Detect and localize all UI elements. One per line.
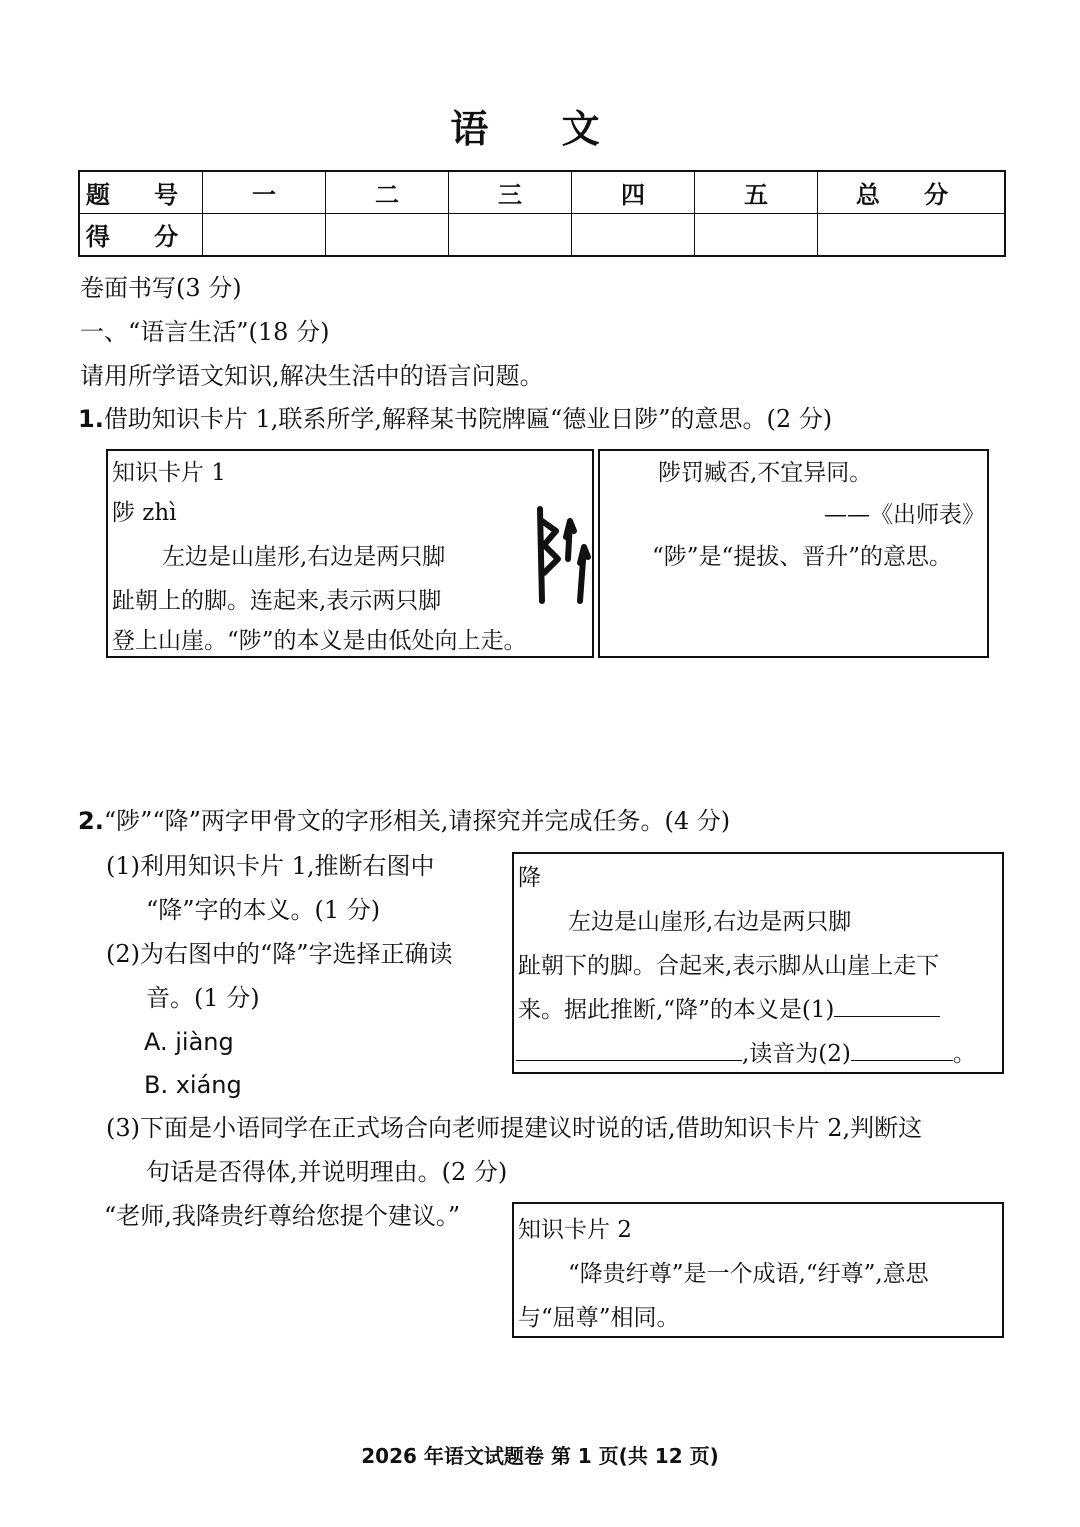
zhi-meaning: “陟”是“提拔、晋升”的意思。 [652,544,953,570]
page-footer: 2026 年语文试题卷 第 1 页(共 12 页) [361,1444,719,1468]
card1-line1: 左边是山崖形,右边是两只脚 [162,544,446,570]
option-b[interactable]: B. xiáng [144,1071,242,1099]
handwriting-note: 卷面书写(3 分) [80,274,242,302]
jiang-card-line3 [518,988,940,1032]
jiang-card-line3-text: 来。据此推断,“降”的本义是(1) [518,997,835,1023]
score-table [78,170,1006,257]
score-cell-5[interactable] [695,214,818,257]
q2-sub3-line1: (3)下面是小语同学在正式场合向老师提建议时说的话,借助知识卡片 2,判断这 [106,1114,923,1142]
q2-text [78,807,730,835]
jiang-card-title: 降 [518,865,541,891]
question-number-label: 题 号 [79,171,203,214]
card2-line2: 与“屈尊”相同。 [518,1305,680,1331]
answer-blank-2[interactable] [851,1060,953,1061]
jiang-card-line1: 左边是山崖形,右边是两只脚 [568,909,852,935]
jiang-card-line4-end: 。 [952,1041,976,1067]
answer-blank-1a[interactable] [834,1016,940,1017]
card2-title: 知识卡片 2 [518,1217,632,1243]
score-cell-2[interactable] [326,214,449,257]
chushibiao-source: ——《出师表》 [824,502,985,528]
score-table-score-row [79,214,1005,257]
column-3: 三 [449,171,572,214]
column-5: 五 [695,171,818,214]
score-cell-total[interactable] [818,214,1006,257]
chushibiao-quote: 陟罚臧否,不宜异同。 [658,460,873,486]
score-cell-3[interactable] [449,214,572,257]
q1-question: 借助知识卡片 1,联系所学,解释某书院牌匾“德业日陟”的意思。(2 分) [103,405,833,433]
oracle-bone-zhi-glyph [530,501,592,611]
jiang-card-line2: 趾朝下的脚。合起来,表示脚从山崖上走下 [518,953,940,979]
student-quote: “老师,我降贵纡尊给您提个建议。” [104,1202,461,1230]
jiang-card-line4-mid: ,读音为(2) [742,1041,851,1067]
card1-char: 陟 zhì [112,500,177,526]
q2-sub2-line1: (2)为右图中的“降”字选择正确读 [106,940,453,968]
q2-sub1-line1: (1)利用知识卡片 1,推断右图中 [106,852,435,880]
answer-blank-1b[interactable] [516,1060,742,1061]
q1-text [78,405,832,433]
page-title: 语 文 [450,107,630,151]
section1-heading: 一、“语言生活”(18 分) [80,318,330,346]
column-4: 四 [572,171,695,214]
card2-line1: “降贵纡尊”是一个成语,“纡尊”,意思 [568,1261,929,1287]
q2-number: 2. [78,807,104,835]
q2-sub2-line2: 音。(1 分) [146,984,260,1012]
knowledge-card-1 [106,449,594,658]
column-1: 一 [203,171,326,214]
card1-quote-box [598,449,989,658]
column-2: 二 [326,171,449,214]
card1-line2: 趾朝上的脚。连起来,表示两只脚 [112,588,442,614]
q2-sub1-line2: “降”字的本义。(1 分) [146,896,381,924]
score-cell-4[interactable] [572,214,695,257]
q2-question: “陟”“降”两字甲骨文的字形相关,请探究并完成任务。(4 分) [103,807,731,835]
knowledge-card-2 [512,1202,1004,1338]
score-cell-1[interactable] [203,214,326,257]
option-a[interactable]: A. jiàng [144,1028,234,1056]
q2-sub3-line2: 句话是否得体,并说明理由。(2 分) [146,1158,508,1186]
score-table-header-row [79,171,1005,214]
jiang-card-line4 [516,1032,976,1076]
q1-number: 1. [78,405,104,433]
card1-line3: 登上山崖。“陟”的本义是由低处向上走。 [112,628,527,654]
jiang-card [512,852,1004,1074]
column-total: 总 分 [818,171,1006,214]
section1-intro: 请用所学语文知识,解决生活中的语言问题。 [80,362,544,390]
score-label: 得 分 [79,214,203,257]
card1-title: 知识卡片 1 [112,460,226,486]
